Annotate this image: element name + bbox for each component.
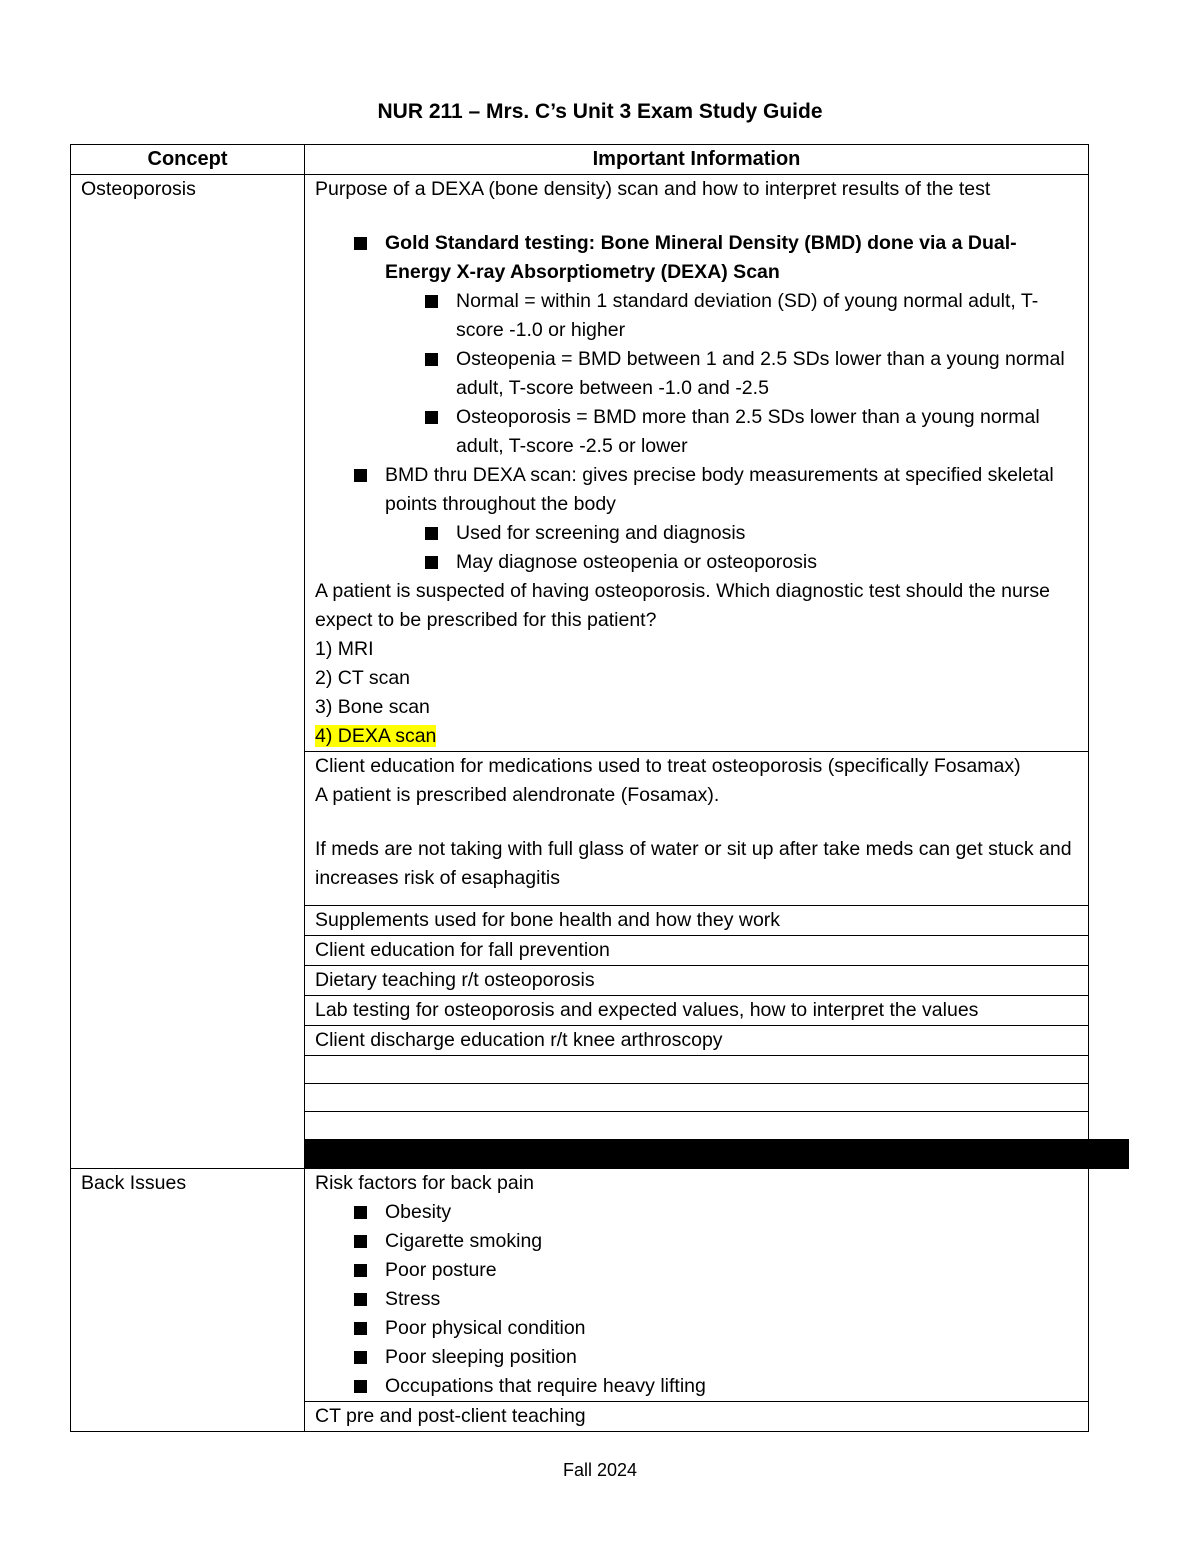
bmd-thru-text: BMD thru DEXA scan: gives precise body measurements at specified skeletal points throughout the body — [385, 464, 1054, 515]
correct-answer-highlight: 4) DEXA scan — [315, 725, 437, 747]
answer-option: 1) MRI — [315, 638, 374, 660]
dexa-bullets — [315, 229, 1078, 577]
gold-sub-list — [385, 287, 1078, 461]
empty-cell — [305, 1112, 1089, 1140]
ct-teaching-cell: CT pre and post-client teaching — [305, 1402, 1089, 1432]
list-item: Used for screening and diagnosis — [456, 519, 1078, 548]
separator-bar — [305, 1140, 1129, 1169]
table-row — [71, 175, 1129, 752]
list-item: Osteoporosis = BMD more than 2.5 SDs lower than a young normal adult, T-score -2.5 or lower — [456, 403, 1078, 461]
concept-osteoporosis: Osteoporosis — [71, 175, 305, 1169]
list-item: Obesity — [385, 1198, 1078, 1227]
risk-list — [315, 1198, 1078, 1401]
topic-cell: Supplements used for bone health and how they work — [305, 906, 1089, 936]
topic-cell: Client education for fall prevention — [305, 936, 1089, 966]
study-guide-table — [70, 144, 1129, 1432]
list-item: May diagnose osteopenia or osteoporosis — [456, 548, 1078, 577]
dexa-cell — [305, 175, 1089, 752]
table-header-row — [71, 145, 1129, 175]
fosamax-intro: Client education for medications used to treat osteoporosis (specifically Fosamax) — [315, 755, 1021, 777]
concept-back-issues: Back Issues — [71, 1169, 305, 1432]
answer-option: 3) Bone scan — [315, 696, 430, 718]
fosamax-cell — [305, 752, 1089, 906]
empty-cell — [305, 1056, 1089, 1084]
answer-option: 2) CT scan — [315, 667, 411, 689]
list-item — [385, 229, 1078, 461]
topic-cell: Client discharge education r/t knee arthroscopy — [305, 1026, 1089, 1056]
topic-cell: Lab testing for osteoporosis and expected values, how to interpret the values — [305, 996, 1089, 1026]
list-item: Poor physical condition — [385, 1314, 1078, 1343]
back-risk-cell — [305, 1169, 1089, 1402]
fosamax-prescribed: A patient is prescribed alendronate (Fosamax). — [315, 784, 720, 806]
practice-question: A patient is suspected of having osteoporosis. Which diagnostic test should the nurse expect to be prescribed for this patient? — [315, 580, 1050, 631]
concept-header: Concept — [71, 145, 305, 175]
list-item: Osteopenia = BMD between 1 and 2.5 SDs lower than a young normal adult, T-score between -1.0 and -2.5 — [456, 345, 1078, 403]
dexa-intro: Purpose of a DEXA (bone density) scan and how to interpret results of the test — [315, 178, 991, 200]
list-item: Poor sleeping position — [385, 1343, 1078, 1372]
info-header: Important Information — [305, 145, 1089, 175]
topic-cell: Dietary teaching r/t osteoporosis — [305, 966, 1089, 996]
list-item: Normal = within 1 standard deviation (SD) of young normal adult, T-score -1.0 or higher — [456, 287, 1078, 345]
list-item: Occupations that require heavy lifting — [385, 1372, 1078, 1401]
list-item — [385, 461, 1078, 577]
list-item: Cigarette smoking — [385, 1227, 1078, 1256]
risk-title: Risk factors for back pain — [315, 1172, 534, 1194]
gold-standard-text: Gold Standard testing: Bone Mineral Density (BMD) done via a Dual-Energy X-ray Absorptiometry (DEXA) Scan — [385, 232, 1017, 283]
page-footer: Fall 2024 — [562, 1460, 638, 1480]
bmd-sub-list — [385, 519, 1078, 577]
empty-cell — [305, 1084, 1089, 1112]
document-title: NUR 211 – Mrs. C’s Unit 3 Exam Study Guide — [377, 100, 823, 123]
list-item: Stress — [385, 1285, 1078, 1314]
fosamax-note: If meds are not taking with full glass of water or sit up after take meds can get stuck and increases risk of esaphagitis — [315, 838, 1072, 889]
table-row — [71, 1169, 1129, 1402]
list-item: Poor posture — [385, 1256, 1078, 1285]
